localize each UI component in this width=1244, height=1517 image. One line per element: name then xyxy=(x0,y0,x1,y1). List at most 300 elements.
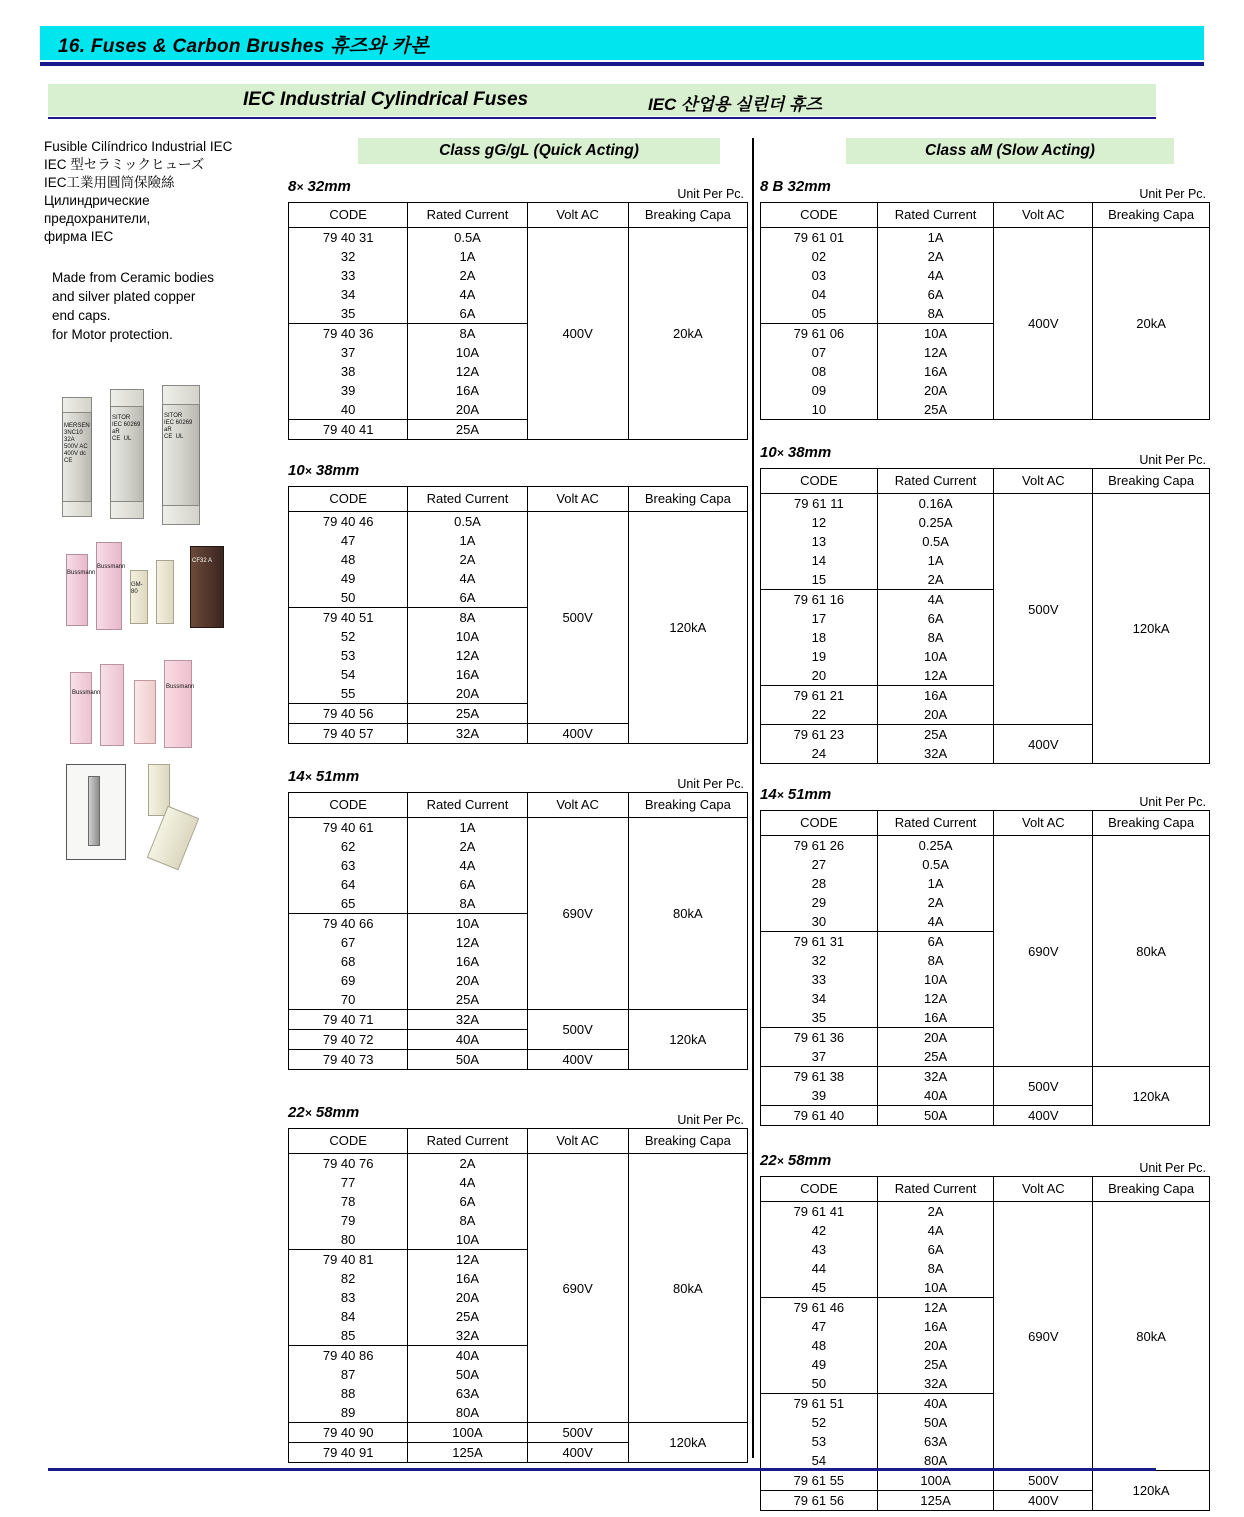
cell-volt: 400V xyxy=(994,1491,1093,1511)
cell-code: 79 40 71 xyxy=(289,1010,408,1030)
cell-code: 10 xyxy=(761,400,878,420)
cell-code: 34 xyxy=(289,285,408,304)
unit-label: Unit Per Pc. xyxy=(1139,453,1206,467)
size-a: 22 xyxy=(288,1104,305,1121)
cell-current: 50A xyxy=(877,1413,994,1432)
cell-code: 38 xyxy=(289,362,408,381)
cell-code: 02 xyxy=(761,247,878,266)
cell-volt: 500V xyxy=(994,1067,1093,1106)
cell-code: 79 40 41 xyxy=(289,420,408,440)
title-rule xyxy=(48,117,1156,119)
cell-current: 16A xyxy=(408,381,527,400)
size-x: × xyxy=(304,1106,312,1120)
cell-code: 79 61 56 xyxy=(761,1491,878,1511)
cell-volt: 500V xyxy=(527,512,628,724)
size-b: 51mm xyxy=(315,768,360,785)
table-header-row xyxy=(289,1129,748,1154)
th-code: CODE xyxy=(761,811,878,836)
cell-volt: 690V xyxy=(527,1154,628,1423)
cell-code: 49 xyxy=(761,1355,878,1374)
class-gg-column xyxy=(288,138,748,1469)
fuse-cap-3-top xyxy=(162,385,200,405)
cell-code: 49 xyxy=(289,569,408,588)
cell-breaking: 120kA xyxy=(628,512,747,744)
chapter-title: 16. Fuses & Carbon Brushes 휴즈와 카본 xyxy=(58,36,429,57)
fuse-cap-1-bottom xyxy=(62,501,92,517)
cell-current: 8A xyxy=(877,304,994,324)
cell-code: 12 xyxy=(761,513,878,532)
cell-code: 79 40 86 xyxy=(289,1346,408,1366)
cell-code: 32 xyxy=(289,247,408,266)
cell-current: 16A xyxy=(408,952,527,971)
table-row xyxy=(289,818,748,838)
th-code: CODE xyxy=(761,1177,878,1202)
product-photos xyxy=(52,385,282,868)
cell-current: 80A xyxy=(408,1403,527,1423)
cell-volt: 690V xyxy=(527,818,628,1010)
cell-current: 4A xyxy=(408,285,527,304)
note-line-3: end caps. xyxy=(52,308,111,323)
cell-current: 0.5A xyxy=(408,512,527,532)
cell-code: 65 xyxy=(289,894,408,914)
cell-code: 54 xyxy=(761,1451,878,1471)
th-volt: Volt AC xyxy=(994,811,1093,836)
cell-current: 40A xyxy=(408,1346,527,1366)
th-current: Rated Current xyxy=(408,1129,527,1154)
cell-code: 62 xyxy=(289,837,408,856)
cell-current: 16A xyxy=(877,1317,994,1336)
cell-current: 12A xyxy=(408,933,527,952)
section-am-14x51 xyxy=(760,786,1210,1126)
cell-current: 2A xyxy=(877,570,994,590)
cell-code: 78 xyxy=(289,1192,408,1211)
cell-code: 82 xyxy=(289,1269,408,1288)
cell-code: 79 40 36 xyxy=(289,324,408,344)
cell-volt: 500V xyxy=(527,1423,628,1443)
cell-breaking: 120kA xyxy=(1093,1471,1210,1511)
cell-current: 1A xyxy=(408,531,527,550)
cell-current: 10A xyxy=(408,627,527,646)
size-a: 8 xyxy=(288,178,297,195)
cell-volt: 400V xyxy=(994,1106,1093,1126)
table-gg-8x32 xyxy=(288,202,748,440)
cell-code: 44 xyxy=(761,1259,878,1278)
th-current: Rated Current xyxy=(877,1177,994,1202)
cell-current: 10A xyxy=(408,343,527,362)
cell-code: 30 xyxy=(761,912,878,932)
cell-current: 25A xyxy=(877,725,994,745)
th-current: Rated Current xyxy=(408,203,527,228)
table-gg-14x51 xyxy=(288,792,748,1070)
cell-code: 63 xyxy=(289,856,408,875)
cell-code: 88 xyxy=(289,1384,408,1403)
th-breaking: Breaking Capa xyxy=(1093,469,1210,494)
table-am-10x38 xyxy=(760,468,1210,764)
th-code: CODE xyxy=(761,469,878,494)
size-b: 32mm xyxy=(307,178,351,195)
cell-current: 12A xyxy=(877,1298,994,1318)
th-current: Rated Current xyxy=(877,203,994,228)
cell-code: 50 xyxy=(761,1374,878,1394)
cell-current: 6A xyxy=(877,285,994,304)
cell-code: 43 xyxy=(761,1240,878,1259)
lang-ru-3: фирма IEC xyxy=(44,229,114,244)
cell-volt: 500V xyxy=(994,1471,1093,1491)
th-breaking: Breaking Capa xyxy=(628,793,747,818)
cell-code: 48 xyxy=(289,550,408,569)
section-am-8b32 xyxy=(760,178,1210,420)
fuse-image-3 xyxy=(162,385,200,525)
cell-current: 6A xyxy=(408,588,527,608)
table-header-row xyxy=(289,487,748,512)
th-volt: Volt AC xyxy=(994,203,1093,228)
th-volt: Volt AC xyxy=(527,203,628,228)
photo-row-2 xyxy=(52,530,282,650)
table-row xyxy=(761,1202,1210,1222)
cell-code: 79 40 51 xyxy=(289,608,408,628)
cell-current: 4A xyxy=(877,266,994,285)
cell-code: 79 61 51 xyxy=(761,1394,878,1414)
th-breaking: Breaking Capa xyxy=(1093,203,1210,228)
cell-current: 12A xyxy=(408,1250,527,1270)
product-note xyxy=(44,268,284,344)
size-a: 14 xyxy=(288,768,305,785)
cell-code: 28 xyxy=(761,874,878,893)
cell-code: 79 40 57 xyxy=(289,724,408,744)
cell-current: 16A xyxy=(877,686,994,706)
cell-code: 52 xyxy=(761,1413,878,1432)
lang-ja: IEC 型セラミックヒューズ xyxy=(44,157,205,172)
cell-current: 16A xyxy=(408,1269,527,1288)
chapter-header-band xyxy=(40,26,1204,60)
table-row xyxy=(761,1067,1210,1087)
lang-es: Fusible Cilíndrico Industrial IEC xyxy=(44,139,233,154)
cell-breaking: 20kA xyxy=(628,228,747,440)
cell-code: 79 61 31 xyxy=(761,932,878,952)
cell-current: 8A xyxy=(408,1211,527,1230)
cell-current: 4A xyxy=(408,1173,527,1192)
cell-current: 25A xyxy=(408,704,527,724)
cell-current: 1A xyxy=(877,874,994,893)
size-a: 14 xyxy=(760,786,777,803)
language-list xyxy=(44,138,284,246)
cell-current: 2A xyxy=(408,266,527,285)
cell-code: 68 xyxy=(289,952,408,971)
cell-code: 15 xyxy=(761,570,878,590)
cell-current: 8A xyxy=(877,628,994,647)
unit-label: Unit Per Pc. xyxy=(1139,1161,1206,1175)
cell-code: 07 xyxy=(761,343,878,362)
section-title-kr: IEC 산업용 실린더 휴즈 xyxy=(648,95,822,114)
th-code: CODE xyxy=(289,793,408,818)
cell-current: 0.5A xyxy=(877,855,994,874)
unit-label: Unit Per Pc. xyxy=(1139,795,1206,809)
cell-code: 52 xyxy=(289,627,408,646)
cell-code: 47 xyxy=(289,531,408,550)
fuse-cap-2-bottom xyxy=(110,501,144,519)
cell-code: 17 xyxy=(761,609,878,628)
cell-current: 0.25A xyxy=(877,513,994,532)
cell-code: 79 40 90 xyxy=(289,1423,408,1443)
table-row xyxy=(289,1010,748,1030)
cell-code: 13 xyxy=(761,532,878,551)
th-breaking: Breaking Capa xyxy=(1093,811,1210,836)
cell-current: 40A xyxy=(877,1086,994,1106)
cell-current: 12A xyxy=(408,646,527,665)
cell-code: 79 40 56 xyxy=(289,704,408,724)
cell-breaking: 80kA xyxy=(1093,836,1210,1067)
th-code: CODE xyxy=(289,487,408,512)
cell-current: 4A xyxy=(877,1221,994,1240)
size-b: 38mm xyxy=(315,462,360,479)
th-breaking: Breaking Capa xyxy=(628,203,747,228)
cell-current: 16A xyxy=(408,665,527,684)
cell-code: 19 xyxy=(761,647,878,666)
cell-code: 18 xyxy=(761,628,878,647)
th-volt: Volt AC xyxy=(994,469,1093,494)
cell-code: 85 xyxy=(289,1326,408,1346)
size-a: 22 xyxy=(760,1152,777,1169)
cell-current: 6A xyxy=(877,609,994,628)
cell-code: 37 xyxy=(761,1047,878,1067)
cell-code: 45 xyxy=(761,1278,878,1298)
th-volt: Volt AC xyxy=(527,487,628,512)
cell-current: 0.16A xyxy=(877,494,994,514)
cell-current: 8A xyxy=(877,1259,994,1278)
cell-current: 4A xyxy=(877,590,994,610)
photo-row-1 xyxy=(52,385,282,530)
table-gg-10x38 xyxy=(288,486,748,744)
cell-code: 40 xyxy=(289,400,408,420)
cell-code: 24 xyxy=(761,744,878,764)
fuse-cap-2-top xyxy=(110,389,144,407)
cell-code: 33 xyxy=(761,970,878,989)
cell-volt: 400V xyxy=(527,1443,628,1463)
table-row xyxy=(289,1154,748,1174)
unit-label: Unit Per Pc. xyxy=(677,777,744,791)
table-header-row xyxy=(761,203,1210,228)
section-size-label xyxy=(760,444,831,461)
th-breaking: Breaking Capa xyxy=(1093,1177,1210,1202)
cell-breaking: 120kA xyxy=(628,1423,747,1463)
table-row xyxy=(289,1423,748,1443)
section-gg-14x51 xyxy=(288,768,748,1070)
cell-volt: 500V xyxy=(527,1010,628,1050)
fuse-label-1: MERSEN 3NC10 32A 500V AC 400V dc CE xyxy=(64,423,90,464)
cell-code: 79 61 55 xyxy=(761,1471,878,1491)
cell-code: 79 40 81 xyxy=(289,1250,408,1270)
unit-label: Unit Per Pc. xyxy=(677,1113,744,1127)
cell-code: 03 xyxy=(761,266,878,285)
cell-code: 53 xyxy=(289,646,408,665)
cell-breaking: 120kA xyxy=(1093,1067,1210,1126)
cell-code: 83 xyxy=(289,1288,408,1307)
size-a: 8 B xyxy=(760,178,784,195)
cell-current: 50A xyxy=(408,1365,527,1384)
cell-volt: 400V xyxy=(527,724,628,744)
cell-code: 22 xyxy=(761,705,878,725)
cell-current: 8A xyxy=(408,324,527,344)
cell-current: 10A xyxy=(877,324,994,344)
size-b: 51mm xyxy=(787,786,832,803)
cell-current: 8A xyxy=(408,894,527,914)
cell-code: 79 61 23 xyxy=(761,725,878,745)
cell-code: 39 xyxy=(289,381,408,400)
cell-current: 0.5A xyxy=(408,228,527,248)
th-breaking: Breaking Capa xyxy=(628,1129,747,1154)
table-am-14x51 xyxy=(760,810,1210,1126)
unit-label: Unit Per Pc. xyxy=(677,187,744,201)
cell-current: 1A xyxy=(408,818,527,838)
cell-current: 1A xyxy=(877,228,994,248)
table-row xyxy=(761,836,1210,856)
cell-volt: 690V xyxy=(994,836,1093,1067)
cell-current: 20A xyxy=(877,705,994,725)
cell-code: 77 xyxy=(289,1173,408,1192)
cell-current: 25A xyxy=(877,1355,994,1374)
section-size-label xyxy=(288,768,359,785)
fuse-image-5 xyxy=(96,542,126,630)
cell-breaking: 80kA xyxy=(1093,1202,1210,1471)
cell-code: 80 xyxy=(289,1230,408,1250)
cell-breaking: 120kA xyxy=(628,1010,747,1070)
note-line-4: for Motor protection. xyxy=(52,327,173,342)
cell-code: 79 61 16 xyxy=(761,590,878,610)
cell-code: 79 xyxy=(289,1211,408,1230)
table-row xyxy=(761,228,1210,248)
cell-code: 05 xyxy=(761,304,878,324)
size-b: 32mm xyxy=(787,178,831,195)
cell-code: 39 xyxy=(761,1086,878,1106)
fuse-image-7 xyxy=(156,560,174,624)
cell-code: 79 61 21 xyxy=(761,686,878,706)
size-x: × xyxy=(776,1154,784,1168)
cell-code: 84 xyxy=(289,1307,408,1326)
cell-code: 09 xyxy=(761,381,878,400)
section-size-label xyxy=(288,462,359,479)
lang-ru-1: Цилиндрические xyxy=(44,193,150,208)
table-row xyxy=(761,1471,1210,1491)
cell-current: 10A xyxy=(408,914,527,934)
section-gg-8x32 xyxy=(288,178,748,440)
cell-code: 79 40 66 xyxy=(289,914,408,934)
cell-current: 1A xyxy=(408,247,527,266)
cell-code: 79 61 46 xyxy=(761,1298,878,1318)
cell-code: 55 xyxy=(289,684,408,704)
cell-current: 2A xyxy=(408,837,527,856)
cell-volt: 400V xyxy=(994,725,1093,764)
cell-code: 79 61 06 xyxy=(761,324,878,344)
section-gg-10x38 xyxy=(288,462,748,744)
cell-code: 79 40 76 xyxy=(289,1154,408,1174)
section-title-en: IEC Industrial Cylindrical Fuses xyxy=(243,89,529,110)
fuse-image-2 xyxy=(110,389,144,519)
left-info-column xyxy=(44,138,284,344)
cell-current: 6A xyxy=(877,932,994,952)
cell-code: 79 61 41 xyxy=(761,1202,878,1222)
cell-volt: 400V xyxy=(527,1050,628,1070)
cell-current: 20A xyxy=(408,684,527,704)
table-row xyxy=(289,512,748,532)
cell-current: 25A xyxy=(877,1047,994,1067)
table-row xyxy=(289,228,748,248)
cell-current: 32A xyxy=(877,1067,994,1087)
cell-code: 48 xyxy=(761,1336,878,1355)
section-size-label xyxy=(760,1152,831,1169)
table-am-22x58 xyxy=(760,1176,1210,1511)
header-rule xyxy=(40,62,1204,66)
size-b: 58mm xyxy=(787,1152,832,1169)
th-current: Rated Current xyxy=(408,487,527,512)
fuse-label-12: Bussmann xyxy=(166,684,195,690)
cell-current: 6A xyxy=(877,1240,994,1259)
section-title-band xyxy=(48,84,1156,116)
th-code: CODE xyxy=(761,203,878,228)
cell-code: 34 xyxy=(761,989,878,1008)
table-header-row xyxy=(761,469,1210,494)
cell-code: 64 xyxy=(289,875,408,894)
fuse-image-11 xyxy=(134,680,156,744)
cell-current: 10A xyxy=(877,1278,994,1298)
section-size-label xyxy=(288,178,351,195)
fuse-label-3: SITOR IEC 60269 aR CE UL xyxy=(164,413,193,440)
cell-current: 50A xyxy=(877,1106,994,1126)
fuse-label-6: GM-80 xyxy=(131,582,143,595)
cell-code: 47 xyxy=(761,1317,878,1336)
cell-breaking: 20kA xyxy=(1093,228,1210,420)
section-size-label xyxy=(288,1104,359,1121)
cell-code: 79 40 73 xyxy=(289,1050,408,1070)
class-am-band xyxy=(846,138,1174,164)
cell-current: 125A xyxy=(408,1443,527,1463)
cell-code: 54 xyxy=(289,665,408,684)
cell-code: 08 xyxy=(761,362,878,381)
table-header-row xyxy=(761,1177,1210,1202)
cell-breaking: 80kA xyxy=(628,1154,747,1423)
th-volt: Volt AC xyxy=(527,793,628,818)
cell-code: 79 40 72 xyxy=(289,1030,408,1050)
cell-current: 8A xyxy=(877,951,994,970)
size-a: 10 xyxy=(760,444,777,461)
cell-current: 0.25A xyxy=(877,836,994,856)
th-volt: Volt AC xyxy=(527,1129,628,1154)
fuse-label-4: Bussmann xyxy=(67,570,96,576)
cell-code: 79 61 01 xyxy=(761,228,878,248)
th-code: CODE xyxy=(289,203,408,228)
cell-code: 29 xyxy=(761,893,878,912)
cell-current: 1A xyxy=(877,551,994,570)
cell-current: 12A xyxy=(877,343,994,362)
cell-current: 8A xyxy=(408,608,527,628)
note-line-2: and silver plated copper xyxy=(52,289,196,304)
table-header-row xyxy=(289,793,748,818)
cell-current: 20A xyxy=(408,971,527,990)
th-current: Rated Current xyxy=(408,793,527,818)
cell-code: 79 61 38 xyxy=(761,1067,878,1087)
cell-current: 2A xyxy=(877,247,994,266)
fuse-label-5: Bussmann xyxy=(97,564,126,570)
cell-current: 63A xyxy=(408,1384,527,1403)
note-line-1: Made from Ceramic bodies xyxy=(52,270,215,285)
lang-ru-2: предохранители, xyxy=(44,211,151,226)
class-gg-band xyxy=(358,138,720,164)
cell-code: 53 xyxy=(761,1432,878,1451)
cell-code: 79 61 26 xyxy=(761,836,878,856)
column-divider xyxy=(752,138,754,1458)
cell-current: 10A xyxy=(408,1230,527,1250)
cell-current: 2A xyxy=(408,550,527,569)
cell-code: 37 xyxy=(289,343,408,362)
